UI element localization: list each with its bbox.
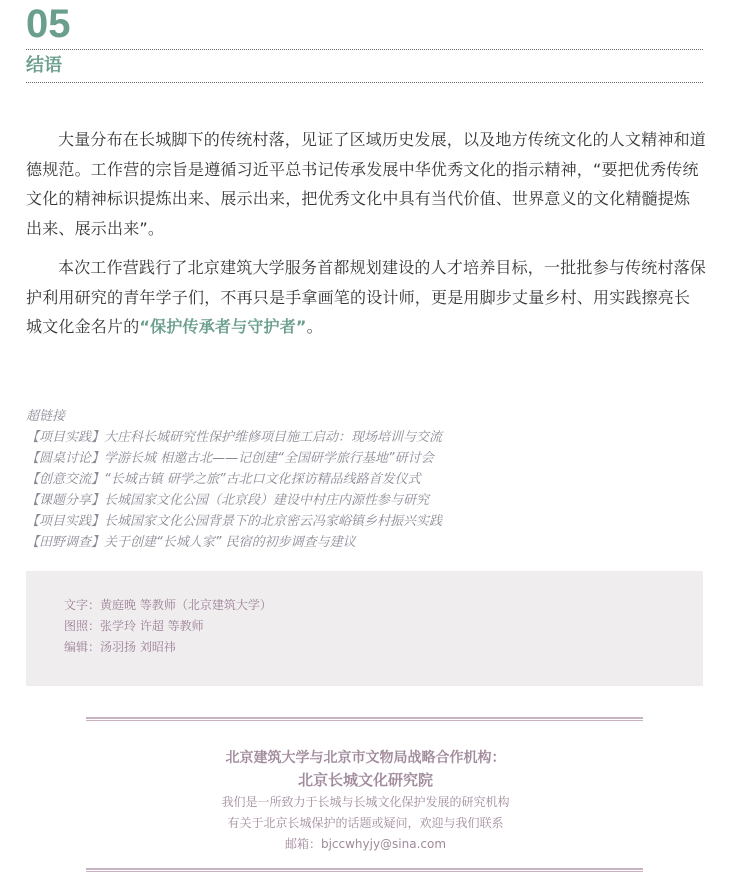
credits-lines <box>64 595 272 658</box>
hyperlink-item[interactable]: 【项目实践】长城国家文化公园背景下的北京密云冯家峪镇乡村振兴实践 <box>26 514 443 529</box>
credit-photo: 图照：张学玲 许超 等教师 <box>64 619 204 633</box>
hyperlink-item[interactable]: 【课题分享】长城国家文化公园（北京段）建设中村庄内源性参与研究 <box>26 493 430 508</box>
section-title: 结语 <box>26 55 62 76</box>
paragraph-2-highlight: “保护传承者与守护者” <box>139 317 307 336</box>
credit-editor: 编辑：汤羽扬 刘昭祎 <box>64 640 176 654</box>
footer-institute-name: 北京长城文化研究院 <box>297 771 433 789</box>
hyperlink-item[interactable]: 【创意交流】“长城古镇 研学之旅”古北口文化探访精品线路首发仪式 <box>26 472 421 487</box>
hyperlink-heading: 超链接 <box>26 409 66 424</box>
hyperlink-item[interactable]: 【圆桌讨论】学游长城 相邀古北——记创建“全国研学旅行基地”研讨会 <box>26 451 434 466</box>
section-divider-top <box>26 49 703 50</box>
paragraph-2-text: 本次工作营践行了北京建筑大学服务首都规划建设的人才培养目标，一批批参与传统村落保护利用研究的青年学子们，不再只是手拿画笔的设计师，更是用脚步丈量乡村、用实践擦亮长城文化金名片的 <box>26 258 707 336</box>
section-divider-bottom <box>26 82 703 83</box>
section-number: 05 <box>26 2 71 46</box>
footer-divider-bottom <box>86 868 643 872</box>
conclusion-paragraph-2 <box>26 253 706 342</box>
paragraph-2-end: 。 <box>306 317 323 336</box>
credits-box <box>26 571 703 686</box>
footer-contact-note: 有关于北京长城保护的话题或疑问，欢迎与我们联系 <box>227 816 504 830</box>
hyperlink-list <box>26 406 706 553</box>
conclusion-paragraph-1: 大量分布在长城脚下的传统村落，见证了区域历史发展，以及地方传统文化的人文精神和道德规范。工作营的宗旨是遵循习近平总书记传承发展中华优秀文化的指示精神，“要把优秀传统文化的精神标识提炼出来、展示出来，把优秀文化中具有当代价值、世界意义的文化精髓提炼出来、展示出来”。 <box>26 130 707 238</box>
footer-partner-line: 北京建筑大学与北京市文物局战略合作机构： <box>225 750 506 766</box>
hyperlink-item[interactable]: 【项目实践】大庄科长城研究性保护维修项目施工启动：现场培训与交流 <box>26 430 443 445</box>
footer-description: 我们是一所致力于长城与长城文化保护发展的研究机构 <box>221 795 510 809</box>
credit-text: 文字：黄庭晚 等教师（北京建筑大学） <box>64 598 272 612</box>
footer-email[interactable]: 邮箱：bjccwhyjy@sina.com <box>284 837 447 851</box>
hyperlink-item[interactable]: 【田野调查】关于创建“长城人家” 民宿的初步调查与建议 <box>26 535 356 550</box>
footer-divider-top <box>86 717 643 721</box>
